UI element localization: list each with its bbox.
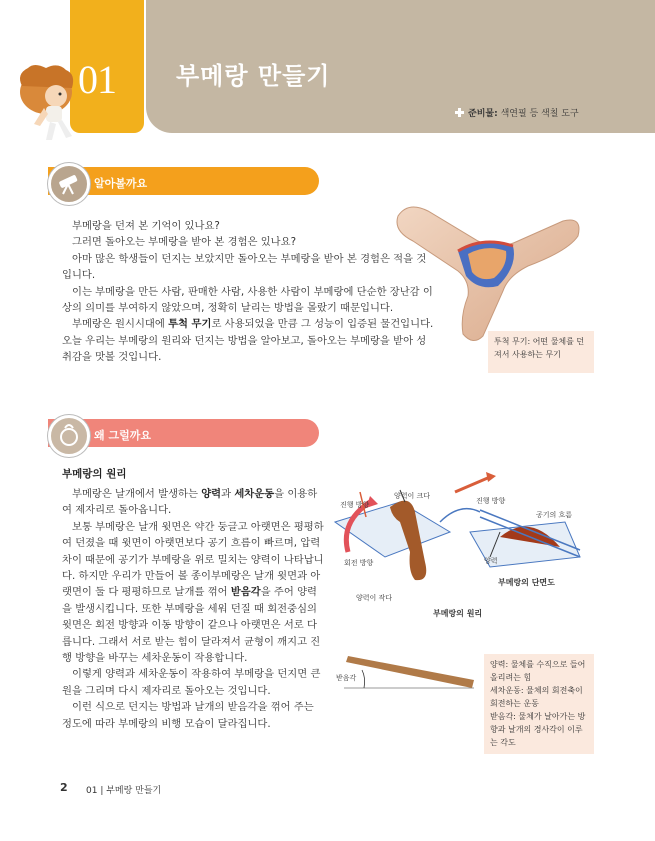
label-rotation: 회전 방향 bbox=[344, 559, 374, 567]
note-definitions bbox=[484, 654, 594, 754]
note-line: 양력: 물체를 수직으로 들어 bbox=[490, 660, 586, 669]
footer-chapter-label: 01 | 부메랑 만들기 bbox=[86, 786, 162, 796]
note-line: 받음각: 물체가 날아가는 방 bbox=[490, 712, 586, 721]
term-lift: 양력 bbox=[201, 488, 222, 500]
intro-paragraph: 부메랑을 던져 본 기억이 있나요? bbox=[72, 220, 220, 232]
text-span: 을 주어 양력을 발생시킵니다. 또한 부메랑을 세워 던질 때 회전중심의 윗면은 회전 방향과 이동 방향이 같으나 아랫면은 서로 다릅니다. 그래서 서로 받는 힘이 달라져서 균형이 깨지고 진행 방향을 바꾸는 세차운동이 작용합니다. bbox=[62, 586, 321, 665]
text-span: 로 사용되었을 만큼 그 성능이 입증된 물건입니다. 오늘 우리는 부메랑의 원리와 던지는 방법을 알아보고, 돌아오는 부메랑을 받아 성취감을 맛볼 것입니다. bbox=[62, 318, 434, 364]
note-line: 세차운동: 물체의 회전축이 bbox=[490, 686, 583, 695]
materials-note bbox=[455, 106, 579, 119]
note-line: 는 각도 bbox=[490, 738, 516, 747]
label-airflow: 공기의 흐름 bbox=[536, 511, 573, 519]
principle-heading: 부메랑의 원리 bbox=[62, 468, 127, 480]
page-number: 2 bbox=[60, 781, 68, 794]
principle-paragraph: 이런 식으로 던지는 방법과 날개의 받음각을 꺾어 주는 정도에 따라 부메랑의 비행 모습이 달라집니다. bbox=[62, 701, 314, 730]
label-lift-big: 양력이 크다 bbox=[394, 492, 431, 500]
telescope-icon bbox=[48, 163, 90, 205]
page-title: 부메랑 만들기 bbox=[176, 62, 331, 90]
text-span: 부메랑은 원시시대에 bbox=[72, 318, 169, 331]
chapter-number: 01 bbox=[78, 57, 116, 102]
term-throwing-weapon: 투척 무기 bbox=[168, 318, 212, 331]
mascot-character-icon bbox=[16, 62, 92, 146]
boomerang-principle-diagram bbox=[330, 462, 588, 632]
label-lift-small: 양력이 작다 bbox=[356, 594, 393, 602]
intro-text bbox=[62, 218, 434, 366]
label-lift: 양력 bbox=[484, 557, 498, 565]
angle-of-attack-diagram bbox=[334, 650, 484, 700]
section-title-why: 왜 그럴까요 bbox=[94, 429, 151, 442]
intro-paragraph: 그러면 돌아오는 부메랑을 받아 본 경험은 있나요? bbox=[72, 236, 297, 249]
principle-paragraph bbox=[62, 486, 324, 519]
boomerang-photo bbox=[388, 196, 588, 346]
term-precession: 세차운동 bbox=[234, 488, 275, 500]
thinking-hand-icon bbox=[48, 415, 90, 457]
intro-paragraph: 아마 많은 학생들이 던지는 보았지만 돌아오는 부메랑을 받아 본 경험은 적을 것입니다. bbox=[62, 252, 427, 282]
note-line: 회전하는 운동 bbox=[490, 699, 539, 708]
principle-paragraph: 이렇게 양력과 세차운동이 작용하여 부메랑을 던지면 큰 원을 그리며 다시 제자리로 돌아오는 것입니다. bbox=[62, 668, 321, 697]
materials-label: 준비물: bbox=[468, 109, 498, 119]
text-span: 과 bbox=[221, 488, 235, 500]
text-span: 부메랑은 날개에서 발생하는 bbox=[72, 488, 202, 500]
caption-principle: 부메랑의 원리 bbox=[433, 609, 483, 618]
section-title-learn: 알아볼까요 bbox=[94, 177, 148, 190]
label-angle-of-attack: 받음각 bbox=[336, 674, 357, 682]
text-span: 보통 부메랑은 날개 윗면은 약간 둥글고 아랫면은 평평하여 던졌을 때 윗면이 아랫면보다 공기 흐름이 빠르며, 압력 차이 때문에 공기가 부메랑을 위로 밀치는 양력이 나타납니다. 하지만 우리가 만들어 볼 종이부메랑은 날개 윗면과 아랫면이 둘 다 평평하므로 날개를 꺾어 bbox=[62, 520, 324, 599]
materials-value: 색연필 등 색칠 도구 bbox=[500, 109, 579, 119]
intro-paragraph bbox=[62, 316, 434, 365]
caption-cross-section: 부메랑의 단면도 bbox=[498, 578, 555, 587]
note-line: 올리려는 힘 bbox=[490, 673, 532, 682]
note-line: 져서 사용하는 무기 bbox=[494, 350, 561, 359]
plus-icon bbox=[455, 108, 464, 117]
principle-text bbox=[62, 486, 324, 732]
note-line: 향과 날개의 경사각이 이루 bbox=[490, 725, 583, 734]
intro-paragraph: 이는 부메랑을 만든 사람, 판매한 사람, 사용한 사람이 부메랑에 단순한 장난감 이상의 의미를 부여하지 않았으며, 정확히 날리는 방법을 몰랐기 때문입니다. bbox=[62, 285, 433, 315]
note-line: 투척 무기: 어떤 물체를 던 bbox=[494, 337, 585, 346]
principle-paragraph bbox=[62, 519, 324, 667]
label-direction-right: 진행 방향 bbox=[476, 497, 506, 505]
label-direction-left: 진행 방향 bbox=[340, 501, 370, 509]
text-span: 을 이용하여 제자리로 돌아옵니다. bbox=[62, 488, 318, 517]
note-throwing-weapon bbox=[488, 331, 594, 373]
term-angle-of-attack: 받음각 bbox=[230, 586, 261, 599]
